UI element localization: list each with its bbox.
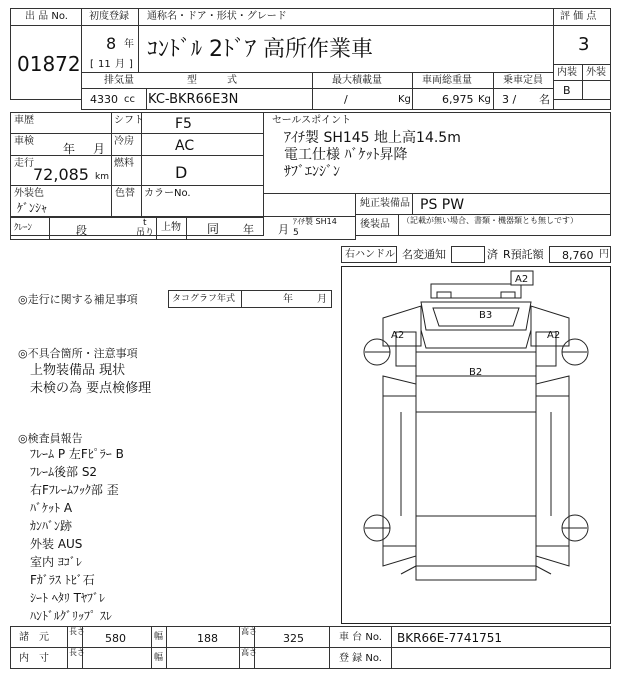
jousou-year-unit: 年 [243,223,254,236]
crane-tsuri: 吊り [136,228,155,238]
tacho-year-unit: 年 [283,294,293,305]
lot-label-cell [10,8,82,26]
tacho-month-unit: 月 [317,294,327,305]
inspector-line: Fｶﾞﾗｽ ﾄﾋﾞ石 [30,573,95,587]
crane-ton: t [143,218,147,228]
inspector-line: ｶﾝﾊﾞﾝ跡 [30,519,73,533]
color: ｹﾞﾝｼｬ [17,201,48,215]
month-unit: 月 [115,59,125,70]
color-label: 外装色 [14,188,44,199]
inspector-line: ﾌﾚｰﾑ P 左Fﾋﾟﾗｰ B [30,447,124,461]
first-reg-label-cell [81,8,139,26]
r-amount-box [549,246,611,263]
inspection-label: 車検 [14,136,34,147]
cc-unit: cc [124,94,135,105]
inner-height-label: 高さ [241,648,257,657]
shift-label: シフト [114,115,144,126]
car-name-label: 通称名・ドア・形状・グレード [147,11,287,22]
interior-label-cell [553,64,583,81]
mileage-label: 走行 [14,158,34,169]
score-label-cell [553,8,611,26]
score-bottom [553,99,611,110]
jousou-note-2: 5 [293,228,299,238]
mileage: 72,085 [33,165,89,184]
registration-label: 登 録 No. [339,653,382,664]
fuel-label: 燃料 [114,158,134,169]
crane-dan: 段 [76,224,87,237]
mark-b2: B2 [469,367,483,378]
jousou-dou: 同 [207,222,220,236]
defect-2: 未検の為 要点検修理 [30,381,152,396]
sales-line-2: 電工仕様 ﾊﾞｹｯﾄ昇降 [284,147,408,163]
gross-label: 車両総重量 [422,75,472,86]
score-cell [553,25,611,65]
after-note: （記載が無い場合、書類・機器類とも無しです） [402,216,578,225]
exterior-grade-cell [582,80,611,100]
kg-unit-1: Kg [398,94,411,105]
height-label: 高さ [241,627,257,636]
specs-row [10,626,611,648]
equipment-label: 純正装備品 [360,198,410,209]
score: 3 [578,34,590,55]
sales-line-3: ｻﾌﾞｴﾝｼﾞﾝ [284,164,340,180]
color-change-label: 色替 [115,188,135,199]
inspector-line: ｼｰﾄ ﾍﾀﾘ Tﾔﾌﾞﾚ [30,591,105,605]
chassis-number: BKR66E-7741751 [397,631,503,645]
inspection-year-unit: 年 [63,142,76,156]
inner-length-label: 長さ [69,648,85,657]
exterior-label-cell [582,64,611,81]
car-name-label-cell [138,8,554,26]
interior-grade: B [563,84,571,97]
r-label: R預託額 [503,248,544,261]
kg-unit-2: Kg [478,94,491,105]
equipment-box [355,193,611,215]
model-label: 型 式 [187,75,237,86]
sales-label: セールスポイント [272,115,352,126]
name-change-label: 名変通知 [402,248,446,261]
first-reg-cell: 8 年 [ 11 月 ] [81,25,139,73]
equipment: PS PW [420,197,465,213]
mileage-supp-title: ◎走行に関する補足事項 [18,293,138,306]
score-label: 評 価 点 [560,11,597,22]
jousou-month-unit: 月 [278,223,289,236]
model-code: KC-BKR66E3N [148,92,239,107]
interior-grade-cell [553,80,583,100]
inspector-line: ﾊﾝﾄﾞﾙｸﾞﾘｯﾌﾟ ｽﾚ [30,609,112,623]
spec-labels [81,72,554,89]
mark-a2-front: A2 [515,274,529,285]
sales-point-box [263,112,611,194]
ac: AC [175,138,195,154]
ac-label: 冷房 [114,136,134,147]
exterior-label: 外装 [586,67,606,78]
width-label: 幅 [154,632,164,642]
after-equipment-box [355,214,611,236]
chassis-label: 車 台 No. [339,632,382,643]
tacho-label: タコグラフ年式 [172,294,236,304]
capacity-label: 乗車定員 [503,75,543,86]
first-reg-month: 11 [98,59,111,70]
tachograph-box [168,290,332,308]
r-amount: 8,760 [562,249,594,262]
recycle-label: 済 [487,248,498,261]
inspector-title: ◎検査員報告 [18,432,83,445]
mark-a2-left: A2 [391,330,405,341]
first-reg-label: 初度登録 [89,11,129,22]
handle: 右ハンドル [345,249,395,260]
length: 580 [105,632,126,645]
shift: F5 [175,116,192,132]
crane-label: ｸﾚｰﾝ [14,223,33,233]
gross-weight: 6,975 [442,93,474,106]
mark-b3: B3 [479,310,493,321]
inner-width-label: 幅 [154,653,164,663]
maxload: / [344,93,348,106]
defect-1: 上物装備品 現状 [30,363,126,378]
height: 325 [283,632,304,645]
lot-number-cell [10,25,82,100]
fuel: D [175,163,188,182]
inspector-line: ﾌﾚｰﾑ後部 S2 [30,465,98,479]
mark-a2-right: A2 [547,330,561,341]
damage-diagram [341,266,611,624]
lot-number: 01872 [17,52,81,76]
maxload-label: 最大積載量 [332,75,382,86]
inspector-line: 外装 AUS [30,537,83,551]
inspector-line: 室内 ﾖｺﾞﾚ [30,555,82,569]
inspector-line: 右Fﾌﾚｰﾑﾌｯｸ部 歪 [30,483,119,497]
capacity-unit: 名 [539,93,550,106]
color-no-label: カラーNo. [144,188,191,199]
spec-values [81,88,554,110]
yen-unit: 円 [599,249,609,260]
first-reg-year: 8 [106,34,117,53]
name-change-box [451,246,485,263]
car-name-cell [138,25,554,73]
interior-label: 内装 [557,67,577,78]
crane-row [10,216,356,240]
inspection-month-unit: 月 [93,142,106,156]
shosen-label: 諸 元 [19,632,49,643]
after-label: 後装品 [360,219,390,230]
history-label: 車歴 [14,115,34,126]
sales-line-1: ｱｲﾁ製 SH145 地上高14.5m [284,130,461,146]
year-unit: 年 [124,39,134,50]
defects-title: ◎不具合箇所・注意事項 [18,347,138,360]
jousou-note: ｱｲﾁ製 SH14 [293,217,337,226]
inspector-line: ﾊﾞｹｯﾄ A [30,501,73,515]
car-name: ｺﾝﾄﾞﾙ 2ﾄﾞｱ 高所作業車 [147,37,373,62]
capacity: 3 / [502,93,517,106]
length-label: 長さ [69,627,85,636]
jousou-label: 上物 [161,222,181,233]
handle-box [341,246,397,263]
lot-label: 出 品 No. [25,11,68,22]
naisun-label: 内 寸 [19,653,49,664]
displacement: 4330 [90,93,118,106]
interior-dims-row [10,647,611,669]
km-unit: km [95,172,109,182]
width: 188 [197,632,218,645]
displacement-label: 排気量 [104,75,134,86]
